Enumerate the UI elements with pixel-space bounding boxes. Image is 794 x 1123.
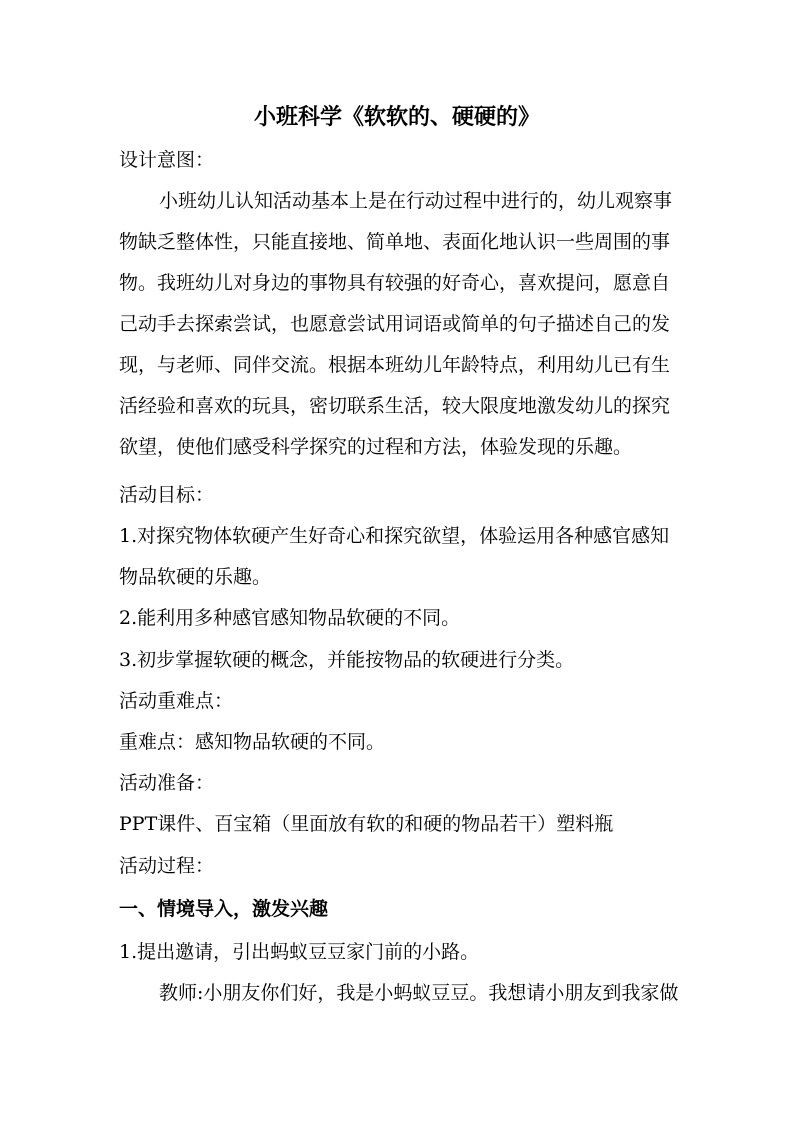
teacher-dialogue-line: 教师:小朋友你们好，我是小蚂蚁豆豆。我想请小朋友到我家做 [159,982,679,1004]
goal-line: 3.初步掌握软硬的概念，并能按物品的软硬进行分类。 [119,649,575,671]
section-title: 一、情境导入，激发兴趣 [119,898,329,920]
process-heading: 活动过程： [119,855,215,877]
preparation-heading: 活动准备： [119,772,215,794]
goal-line: 1.对探究物体软硬产生好奇心和探究欲望，体验运用各种感官感知 [119,525,670,547]
design-intent-paragraph-line: 物。我班幼儿对身边的事物具有较强的好奇心，喜欢提问，愿意自 [119,272,671,294]
design-intent-paragraph-line: 物缺乏整体性，只能直接地、简单地、表面化地认识一些周围的事 [119,231,671,253]
goal-line: 物品软硬的乐趣。 [119,566,272,588]
design-intent-paragraph-line: 己动手去探索尝试，也愿意尝试用词语或简单的句子描述自己的发 [119,313,671,335]
design-intent-paragraph-line: 欲望，使他们感受科学探究的过程和方法，体验发现的乐趣。 [119,436,633,458]
design-intent-heading: 设计意图： [119,149,215,171]
goals-heading: 活动目标： [119,484,215,506]
design-intent-paragraph-line: 活经验和喜欢的玩具，密切联系生活，较大限度地激发幼儿的探究 [119,395,671,417]
document-title: 小班科学《软软的、硬硬的》 [253,104,540,130]
key-points-heading: 活动重难点： [119,690,234,712]
step-line: 1.提出邀请，引出蚂蚁豆豆家门前的小路。 [119,941,480,963]
key-points-text: 重难点：感知物品软硬的不同。 [119,731,386,753]
design-intent-paragraph-line: 现，与老师、同伴交流。根据本班幼儿年龄特点，利用幼儿已有生 [119,354,671,376]
preparation-text: PPT课件、百宝箱（里面放有软的和硬的物品若干）塑料瓶 [119,813,614,835]
goal-line: 2.能利用多种感官感知物品软硬的不同。 [119,607,461,629]
design-intent-paragraph-line: 小班幼儿认知活动基本上是在行动过程中进行的，幼儿观察事 [159,190,673,212]
